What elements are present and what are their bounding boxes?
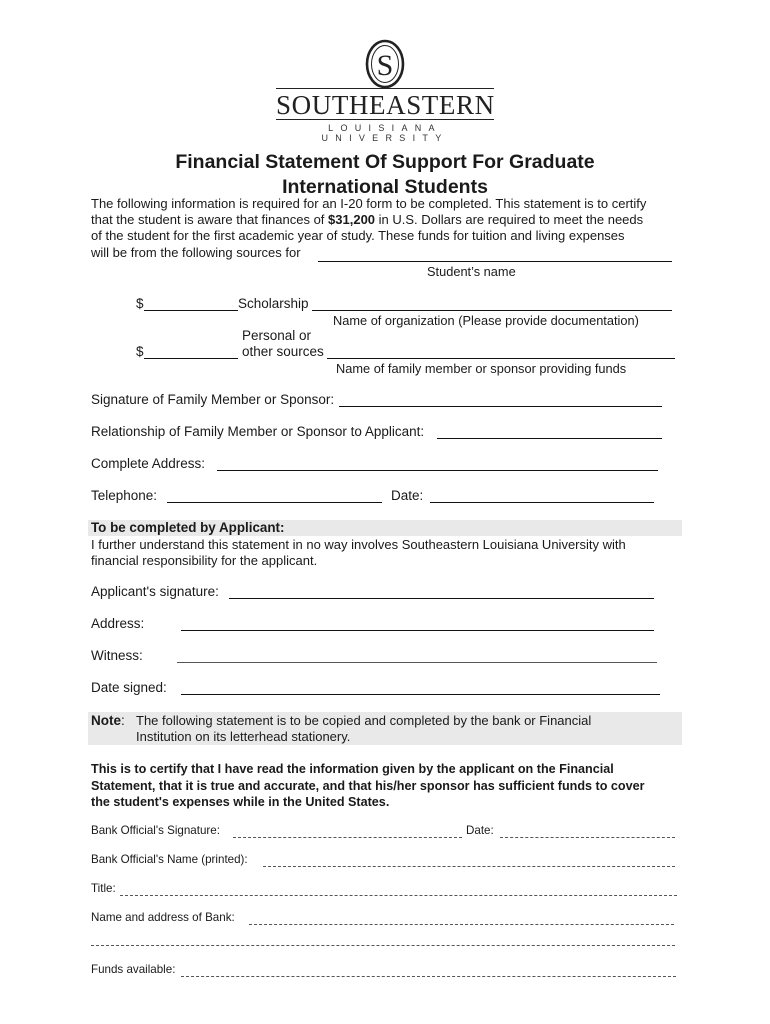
date-signed-label: Date signed: [91,680,167,695]
sponsor-signature-label: Signature of Family Member or Sponsor: [91,392,335,407]
personal-caption: Name of family member or sponsor providing funds [336,361,627,376]
relationship-label: Relationship of Family Member or Sponsor to Applicant: [91,424,425,439]
witness-field[interactable] [177,662,657,663]
intro-line-1: The following information is required for an I-20 form to be completed. This statement is to certify [91,196,647,211]
funds-available-label: Funds available: [91,963,176,976]
complete-address-field[interactable] [217,470,658,471]
applicant-statement-line-1: I further understand this statement in no way involves Southeastern Louisiana University with [91,537,626,552]
certification-line-3: the student's expenses while in the United States. [91,795,390,809]
telephone-label: Telephone: [91,488,158,503]
applicant-address-label: Address: [91,616,145,631]
bank-name-address-field[interactable] [249,924,674,925]
form-title-line-2: International Students [282,176,488,198]
sponsor-name-field[interactable] [327,358,675,359]
certification-line-2: Statement, that it is true and accurate, and that his/her sponsor has sufficient funds to cover [91,778,645,793]
intro-line-2: that the student is aware that finances of $31,200 in U.S. Dollars are required to meet the needs [91,212,644,228]
personal-amount-field[interactable] [144,358,238,359]
personal-label-line-2: other sources [242,344,324,359]
witness-label: Witness: [91,648,143,663]
note-label: Note: [91,713,125,728]
scholarship-organization-field[interactable] [312,310,672,311]
sponsor-signature-field[interactable] [339,406,662,407]
logo-bottom-rule [276,119,494,120]
certification-statement [91,761,691,811]
bank-signature-field[interactable] [233,837,462,838]
logo-tagline: LOUISIANA UNIVERSITY [321,123,449,143]
applicant-heading: To be completed by Applicant: [91,520,285,535]
scholarship-amount-field[interactable] [144,310,238,311]
logo-wordmark: SOUTHEASTERN [276,90,495,120]
date-signed-field[interactable] [181,694,660,695]
student-name-field[interactable] [318,261,672,262]
applicant-signature-label: Applicant's signature: [91,584,219,599]
bank-date-field[interactable] [500,837,675,838]
note-text [136,713,676,745]
intro-line-4: will be from the following sources for [91,244,301,260]
personal-dollar-sign: $ [136,344,144,359]
monogram-emblem [360,38,410,90]
sponsor-date-field[interactable] [430,502,654,503]
bank-title-field[interactable] [120,895,677,896]
university-logo [276,38,495,143]
note-text-line-1: The following statement is to be copied and completed by the bank or Financial [136,713,592,728]
applicant-signature-field[interactable] [229,598,654,599]
funds-available-field[interactable] [181,976,676,977]
bank-date-label: Date: [466,824,494,837]
bank-official-name-label: Bank Official's Name (printed): [91,853,248,866]
bank-signature-label: Bank Official's Signature: [91,824,220,837]
note-text-line-2: Institution on its letterhead stationery. [136,729,351,745]
sponsor-date-label: Date: [391,488,424,503]
bank-name-address-label: Name and address of Bank: [91,911,235,924]
applicant-address-field[interactable] [181,630,654,631]
scholarship-label: Scholarship [238,296,309,311]
telephone-field[interactable] [167,502,382,503]
personal-label-line-1: Personal or [242,328,312,343]
form-title-line-1: Financial Statement Of Support For Graduate [175,151,595,173]
complete-address-label: Complete Address: [91,456,206,471]
bank-official-name-field[interactable] [263,866,675,867]
required-amount: $31,200 [328,212,376,228]
bank-title-label: Title: [91,882,116,895]
certification-line-1: This is to certify that I have read the information given by the applicant on the Financial [91,762,614,776]
monogram-letter: S [376,49,394,82]
scholarship-caption: Name of organization (Please provide documentation) [333,313,639,328]
applicant-statement-line-2: financial responsibility for the applicant. [91,553,318,569]
intro-paragraph [91,196,691,261]
bank-address-field-line-2[interactable] [91,945,675,946]
applicant-statement [91,537,691,569]
intro-line-3: of the student for the first academic year of study. These funds for tuition and living expenses [91,228,625,244]
scholarship-dollar-sign: $ [136,296,144,311]
student-name-caption: Student’s name [427,264,516,279]
logo-top-rule [276,88,494,89]
relationship-field[interactable] [437,438,662,439]
